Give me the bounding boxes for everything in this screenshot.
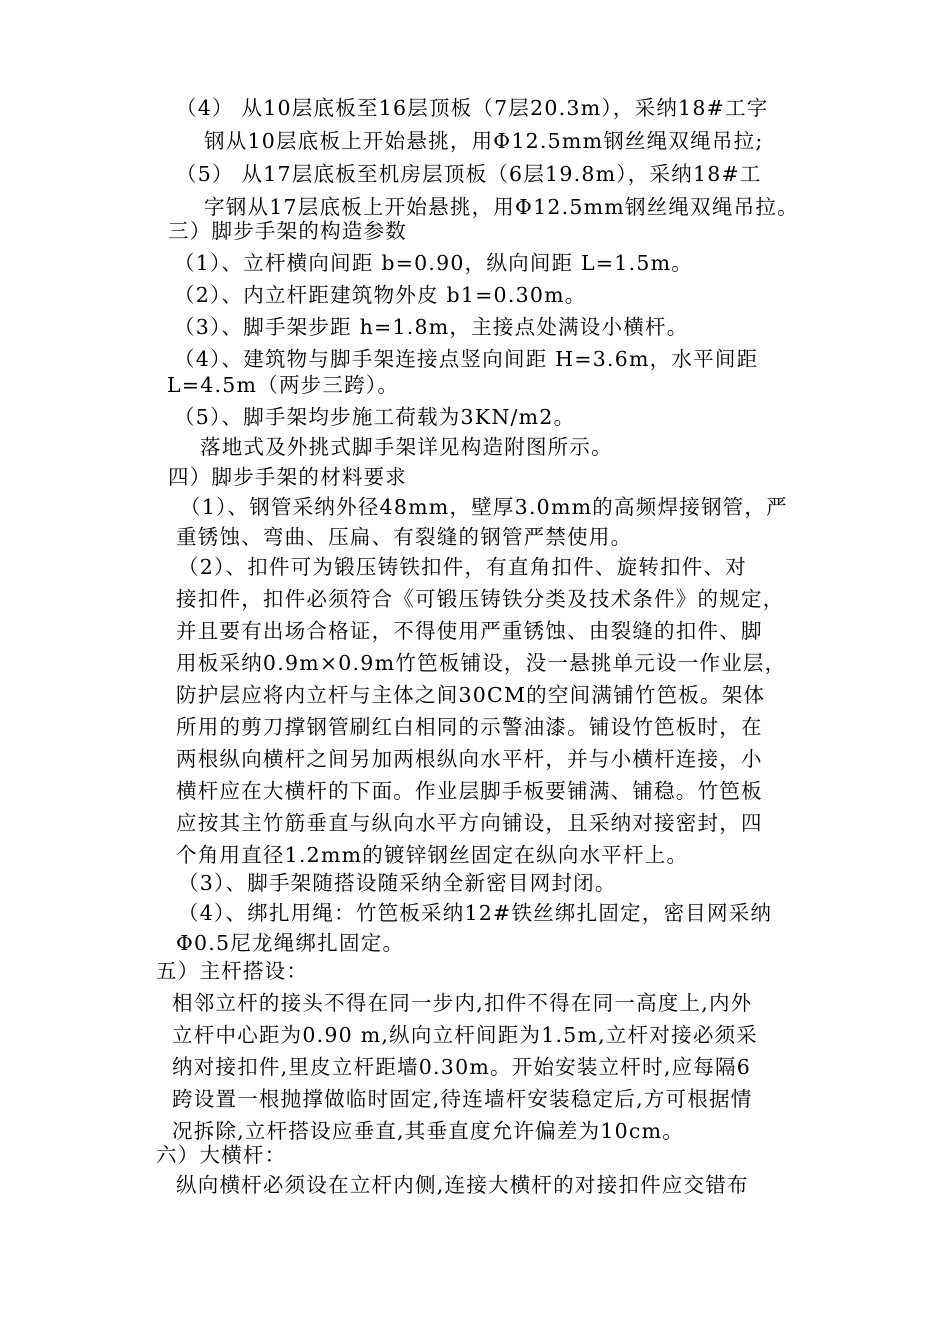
text-line: 纵向横杆必须设在立杆内侧,连接大横杆的对接扣件应交错布 (176, 1173, 749, 1197)
text-line: 况拆除,立杆搭设应垂直,其垂直度允许偏差为10cm。 (172, 1119, 685, 1143)
text-line: （5）、脚手架均步施工荷载为3KN/m2。 (174, 405, 576, 429)
text-line: 所用的剪刀撑钢管刷红白相同的示警油漆。铺设竹笆板时，在 (176, 715, 763, 739)
text-line: （4）、绑扎用绳：竹笆板采纳12#铁丝绑扎固定，密目网采纳 (178, 901, 773, 925)
text-line: 相邻立杆的接头不得在同一步内,扣件不得在同一高度上,内外 (172, 991, 753, 1015)
text-line: 钢从10层底板上开始悬挑，用Φ12.5mm钢丝绳双绳吊拉; (204, 129, 764, 153)
text-line: 两根纵向横杆之间另加两根纵向水平杆，并与小横杆连接，小 (176, 747, 763, 771)
text-line: （2）、内立杆距建筑物外皮 b1=0.30m。 (174, 283, 587, 307)
text-line: 并且要有出场合格证，不得使用严重锈蚀、由裂缝的扣件、脚 (176, 619, 763, 643)
section-heading: 四）脚步手架的材料要求 (168, 465, 408, 489)
text-line: 立杆中心距为0.90 m,纵向立杆间距为1.5m,立杆对接必须采 (172, 1023, 759, 1047)
section-heading: 六）大横杆： (156, 1143, 287, 1167)
section-heading: 五）主杆搭设： (156, 959, 309, 983)
text-line: （5） 从17层底板至机房层顶板（6层19.8m），采纳18#工 (176, 162, 762, 186)
text-line: （2）、扣件可为锻压铸铁扣件，有直角扣件、旋转扣件、对 (178, 555, 748, 579)
text-line: 跨设置一根抛撑做临时固定,待连墙杆安装稳定后,方可根据情 (172, 1087, 753, 1111)
text-line: 纳对接扣件,里皮立杆距墙0.30m。开始安装立杆时,应每隔6 (172, 1055, 752, 1079)
text-line: 落地式及外挑式脚手架详见构造附图所示。 (200, 435, 613, 459)
text-line: Φ0.5尼龙绳绑扎固定。 (176, 931, 405, 955)
text-line: 重锈蚀、弯曲、压扁、有裂缝的钢管严禁使用。 (176, 525, 633, 549)
text-line: L=4.5m（两步三跨）。 (167, 373, 400, 397)
section-heading: 三）脚步手架的构造参数 (168, 219, 408, 243)
text-line: 接扣件，扣件必须符合《可锻压铸铁分类及技术条件》的规定， (176, 587, 785, 611)
text-line: （4） 从10层底板至16层顶板（7层20.3m），采纳18#工字 (176, 96, 769, 120)
text-line: 横杆应在大横杆的下面。作业层脚手板要铺满、铺稳。竹笆板 (176, 779, 763, 803)
text-line: 应按其主竹筋垂直与纵向水平方向铺设，且采纳对接密封，四 (176, 811, 763, 835)
text-line: （3）、脚手架步距 h=1.8m，主接点处满设小横杆。 (174, 315, 689, 339)
text-line: 个角用直径1.2mm的镀锌钢丝固定在纵向水平杆上。 (176, 843, 689, 867)
text-line: （3）、脚手架随搭设随采纳全新密目网封闭。 (178, 871, 617, 895)
text-line: （1）、立杆横向间距 b=0.90，纵向间距 L=1.5m。 (174, 251, 693, 275)
text-line: （1）、钢管采纳外径48mm，壁厚3.0mm的高频焊接钢管，严 (180, 495, 788, 519)
text-line: 防护层应将内立杆与主体之间30CM的空间满铺竹笆板。架体 (176, 683, 766, 707)
text-line: 字钢从17层底板上开始悬挑，用Φ12.5mm钢丝绳双绳吊拉。 (204, 195, 799, 219)
text-line: 用板采纳0.9m×0.9m竹笆板铺设，没一悬挑单元设一作业层， (176, 651, 787, 675)
text-line: （4）、建筑物与脚手架连接点竖向间距 H=3.6m，水平间距 (174, 347, 759, 371)
